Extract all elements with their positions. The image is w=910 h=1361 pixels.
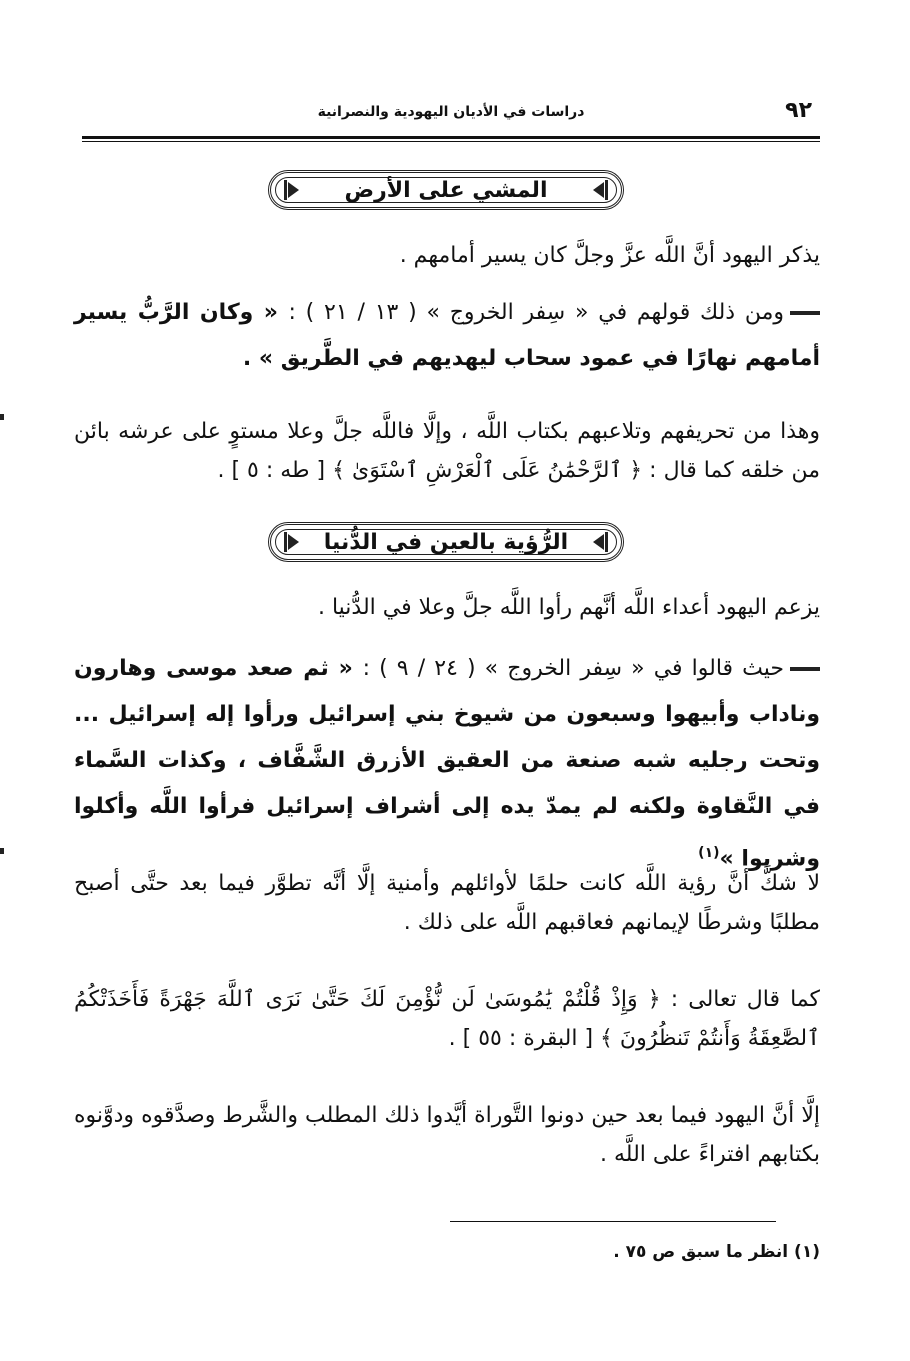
header-rule-thin [82,141,820,142]
citation-quote: « ثم صعد موسى وهارون وناداب وأبيهوا وسبعون من شيوخ بني إسرائيل ورأوا إله إسرائيل ... وتحت رجليه شبه صنعة من العقيق الأزرق الشَّفَّاف ، وكذات السَّماء في النَّقاوة ولكنه لم يمدّ يده إلى أشراف إسرائيل فرأوا اللَّه وأكلوا وشربوا » [74,656,820,872]
scan-edge-mark [0,414,4,420]
page-header [82,98,820,138]
footnote-ref: (١) [698,845,720,861]
page-number: ٩٢ [785,98,812,123]
paragraph: وهذا من تحريفهم وتلاعبهم بكتاب اللَّه ، وإلَّا فاللَّه جلَّ وعلا مستوٍ على عرشه بائن من خلقه كما قال : ﴿ ٱلرَّحْمَٰنُ عَلَى ٱلْعَرْشِ ٱسْتَوَىٰ ﴾ [ طه : ٥ ] . [74,419,820,483]
section-heading-vision [268,522,624,562]
bullet-dash-icon [790,310,820,316]
running-title: دراسات في الأديان اليهودية والنصرانية [317,104,585,120]
paragraph: يذكر اليهود أنَّ اللَّه عزَّ وجلَّ كان يسير أمامهم . [399,243,820,268]
citation-lead: حيث قالوا في « سِفر الخروج » ( ٢٤ / ٩ ) : [362,656,784,681]
paragraph: كما قال تعالى : ﴿ وَإِذْ قُلْتُمْ يَٰمُوسَىٰ لَن نُّؤْمِنَ لَكَ حَتَّىٰ نَرَى ٱللَّهَ جَهْرَةً فَأَخَذَتْكُمُ ٱلصَّٰعِقَةُ وَأَنتُمْ تَنظُرُونَ ﴾ [ البقرة : ٥٥ ] . [74,987,820,1051]
header-rule [82,136,820,139]
paragraph: لا شكَّ أنَّ رؤية اللَّه كانت حلمًا لأوائلهم وأمنية إلَّا أنَّه تطوَّر فيما بعد حتَّى أصبح مطلبًا وشرطًا لإيمانهم فعاقبهم اللَّه على ذلك . [74,871,820,935]
section-title: الرُّؤية بالعين في الدُّنيا [323,530,569,555]
citation-paragraph [74,290,820,382]
citation-paragraph [74,646,820,882]
scan-edge-mark [0,848,4,854]
footnote: (١) انظر ما سبق ص ٧٥ . [613,1242,820,1262]
citation-quote: « وكان الرَّبُّ يسير أمامهم نهارًا في عمود سحاب ليهديهم في الطَّريق » . [74,300,820,371]
arrow-right-icon [591,179,611,201]
arrow-right-icon [591,531,611,553]
footnote-rule [450,1221,776,1222]
section-heading-walking [268,170,624,210]
bullet-dash-icon [790,666,820,672]
citation-lead: ومن ذلك قولهم في « سِفر الخروج » ( ١٣ / ٢١ ) : [288,300,785,325]
section-title: المشي على الأرض [344,178,548,203]
arrow-left-icon [281,179,301,201]
arrow-left-icon [281,531,301,553]
paragraph: إلَّا أنَّ اليهود فيما بعد حين دونوا التَّوراة أيَّدوا ذلك المطلب والشَّرط وصدَّقوه ودوَّنوه بكتابهم افتراءً على اللَّه . [74,1103,820,1167]
paragraph: يزعم اليهود أعداء اللَّه أنَّهم رأوا اللَّه جلَّ وعلا في الدُّنيا . [317,595,820,620]
